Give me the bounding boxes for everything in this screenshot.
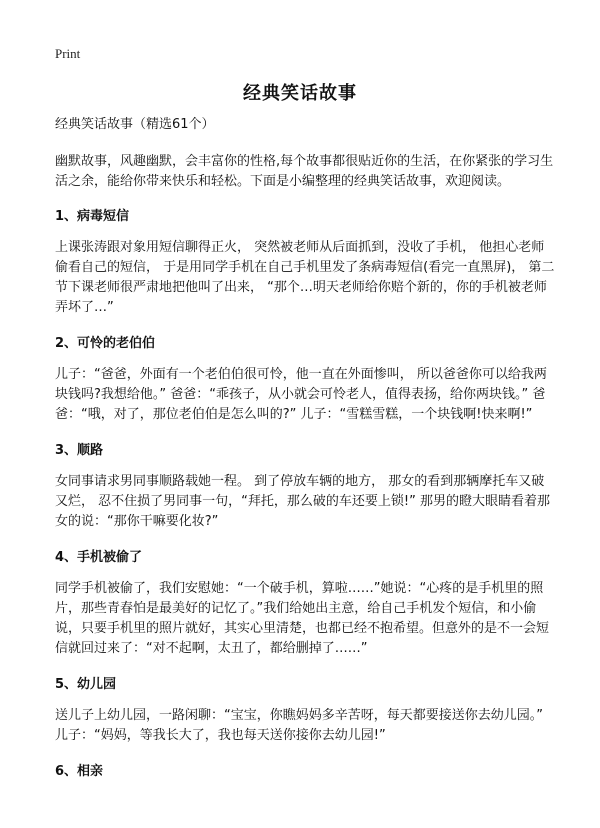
story-4: [55, 549, 555, 659]
story-2: [55, 335, 555, 425]
story-heading: 4、手机被偷了: [55, 550, 143, 565]
story-heading: 2、可怜的老伯伯: [55, 336, 156, 351]
document-content: [55, 116, 555, 793]
intro-paragraph: 幽默故事，风趣幽默，会丰富你的性格,每个故事都很贴近你的生活，在你紧张的学习生活之余，能给你带来快乐和轻松。下面是小编整理的经典笑话故事，欢迎阅读。: [55, 154, 554, 189]
story-heading: 6、相亲: [55, 764, 104, 779]
story-heading: 1、病毒短信: [55, 209, 130, 224]
story-body: 女同事请求男同事顺路载她一程。 到了停放车辆的地方， 那女的看到那辆摩托车又破又烂， 忍不住损了男同事一句，“拜托，那么破的车还要上锁!” 那男的瞪大眼睛看着那女的说：“那你干嘛要化妆?”: [55, 474, 550, 529]
story-heading: 3、顺路: [55, 443, 104, 458]
story-6: [55, 763, 555, 781]
story-body: 送儿子上幼儿园，一路闲聊：“宝宝，你瞧妈妈多辛苦呀，每天都要接送你去幼儿园。” 儿子：“妈妈，等我长大了，我也每天送你接你去幼儿园!”: [55, 708, 543, 743]
story-1: [55, 208, 555, 318]
story-body: 同学手机被偷了，我们安慰她：“一个破手机，算啦……”她说：“心疼的是手机里的照片，那些青春怕是最美好的记忆了。”我们给她出主意，给自己手机发个短信，和小偷说，只要手机里的照片就好，其实心里清楚，也都已经不抱希望。但意外的是不一会短信就回过来了：“对不起啊，太丑了，都给删掉了……”: [55, 581, 550, 656]
story-5: [55, 676, 555, 746]
print-label: Print: [55, 46, 81, 61]
story-body: 上课张涛跟对象用短信聊得正火， 突然被老师从后面抓到，没收了手机， 他担心老师偷看自己的短信， 于是用同学手机在自己手机里发了条病毒短信(看完一直黑屏)， 第二节下课老师很严肃地把他叫了出来， “那个…明天老师给你赔个新的，你的手机被老师弄坏了…”: [55, 240, 555, 315]
story-3: [55, 442, 555, 532]
story-body: 儿子：“爸爸，外面有一个老伯伯很可怜，他一直在外面惨叫， 所以爸爸你可以给我两块钱吗?我想给他。” 爸爸：“乖孩子，从小就会可怜老人，值得表扬，给你两块钱。” 爸爸：“哦，对了，那位老伯伯是怎么叫的?” 儿子：“雪糕雪糕，一个块钱啊!快来啊!”: [55, 367, 547, 422]
document-subtitle: 经典笑话故事（精选61个）: [55, 117, 215, 132]
document-title: 经典笑话故事: [243, 83, 357, 104]
story-heading: 5、幼儿园: [55, 677, 117, 692]
